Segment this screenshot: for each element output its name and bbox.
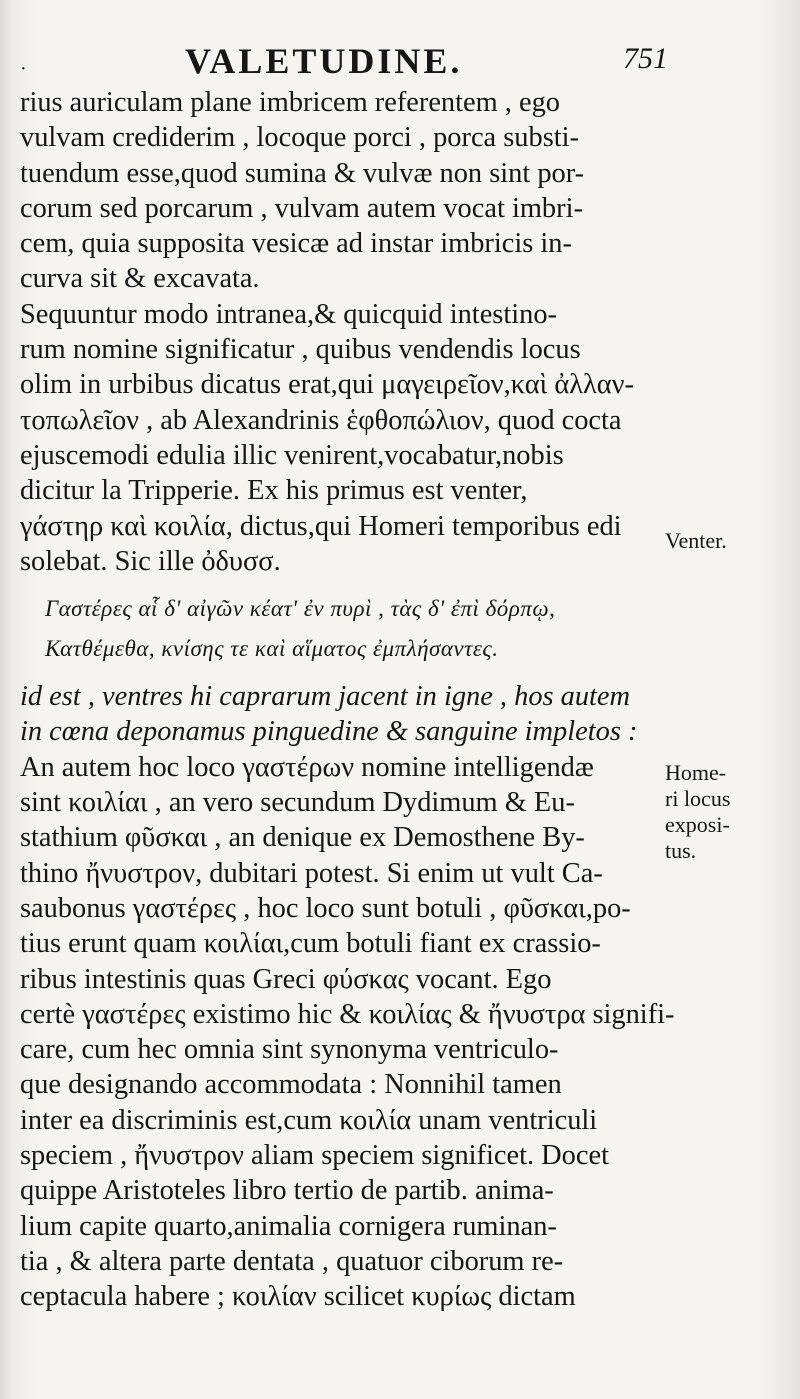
text-block-b	[20, 679, 675, 1314]
marginal-text: tus.	[665, 838, 697, 863]
page-header	[20, 40, 668, 90]
text-line: id est , ventres hi caprarum jacent in igne , hos autem	[20, 681, 631, 713]
marginal-text: ri locus	[665, 786, 731, 811]
text-line: Sequuntur modo intranea,& quicquid intestino-	[20, 298, 557, 330]
margin-dot: ·	[20, 58, 27, 80]
text-line: certè γαστέρες existimo hic & κοιλίας & ἤνυστρα signifi-	[20, 998, 675, 1030]
marginal-note-venter	[665, 528, 795, 554]
main-text	[20, 85, 675, 1315]
marginal-note-homeri	[665, 760, 795, 864]
text-line: olim in urbibus dicatus erat,qui μαγειρεῖον,καὶ ἀλλαν-	[20, 369, 634, 401]
text-line: curva sit & excavata.	[20, 263, 260, 295]
text-line: tuendum esse,quod sumina & vulvæ non sint por-	[20, 157, 585, 189]
marginal-text: Home-	[665, 760, 727, 785]
text-line: solebat. Sic ille ὀδυσσ.	[20, 545, 281, 577]
text-line: dicitur la Tripperie. Ex his primus est venter,	[20, 475, 528, 507]
text-line: rum nomine significatur , quibus vendendis locus	[20, 334, 581, 366]
text-line: γάστηρ καὶ κοιλία, dictus,qui Homeri temporibus edi	[20, 510, 622, 542]
marginal-text: exposi-	[665, 812, 730, 837]
text-line: que designando accommodata : Nonnihil tamen	[20, 1069, 562, 1101]
text-line: ceptacula habere ; κοιλίαν scilicet κυρίως dictam	[20, 1281, 576, 1313]
text-line: cem, quia supposita vesicæ ad instar imbricis in-	[20, 228, 572, 260]
text-line: stathium φῦσκαι , an denique ex Demosthene By-	[20, 822, 585, 854]
greek-verse-quote	[20, 591, 660, 671]
text-line: speciem , ἤνυστρον aliam speciem significet. Docet	[20, 1140, 609, 1172]
text-line: sint κοιλίαι , an vero secundum Dydimum & Eu-	[20, 787, 575, 819]
text-line: tia , & altera parte dentata , quatuor ciborum re-	[20, 1245, 564, 1277]
text-line: corum sed porcarum , vulvam autem vocat imbri-	[20, 192, 583, 224]
text-block-a	[20, 85, 660, 579]
text-line: τοπωλεῖον , ab Alexandrinis ἑφθοπώλιον, quod cocta	[20, 404, 622, 436]
verse-line: Γαστέρες αἷ δ' αἰγῶν κέατ' ἐν πυρὶ , τὰς δ' ἐπὶ δόρπῳ,	[45, 596, 556, 622]
text-line: saubonus γαστέρες , hoc loco sunt botuli , φῦσκαι,po-	[20, 892, 631, 924]
text-line: tius erunt quam κοιλίαι,cum botuli fiant ex crassio-	[20, 928, 601, 960]
page-number: 751	[623, 42, 668, 75]
text-line: ejuscemodi edulia illic venirent,vocabatur,nobis	[20, 439, 564, 471]
marginal-text: Venter.	[665, 528, 727, 553]
text-line: quippe Aristoteles libro tertio de partib. anima-	[20, 1175, 554, 1207]
text-line: rius auriculam plane imbricem referentem , ego	[20, 87, 560, 118]
text-line: lium capite quarto,animalia cornigera ruminan-	[20, 1210, 557, 1242]
text-line: ribus intestinis quas Greci φύσκας vocant. Ego	[20, 963, 552, 995]
text-line: An autem hoc loco γαστέρων nomine intelligendæ	[20, 751, 594, 783]
verse-line: Κατθέμεθα, κνίσης τε καὶ αἵματος ἐμπλήσαντες.	[45, 636, 499, 662]
text-line: vulvam crediderim , locoque porci , porca substi-	[20, 122, 579, 154]
text-line: care, cum hec omnia sint synonyma ventriculo-	[20, 1034, 559, 1066]
text-line: thino ἤνυστρον, dubitari potest. Si enim ut vult Ca-	[20, 857, 603, 889]
running-head: VALETUDINE.	[185, 41, 463, 81]
text-line: in cœna deponamus pinguedine & sanguine impletos :	[20, 716, 638, 748]
text-line: inter ea discriminis est,cum κοιλία unam ventriculi	[20, 1104, 598, 1136]
